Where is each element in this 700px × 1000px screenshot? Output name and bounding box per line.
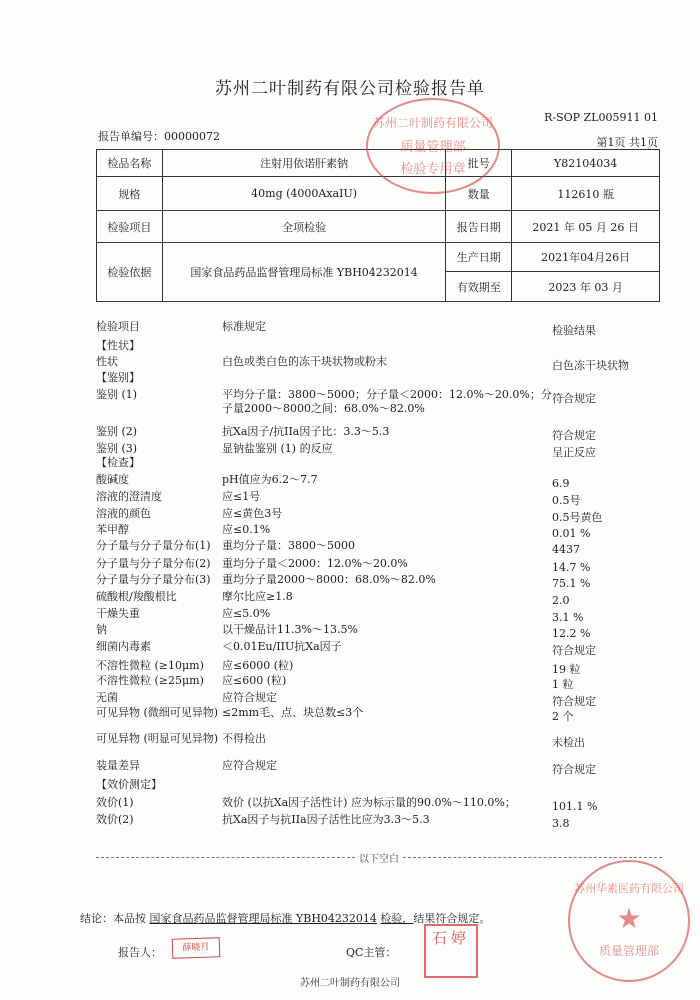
table-row — [0, 425, 700, 442]
qc-stamp: 石婷 — [424, 924, 478, 978]
row-item: 鉴别 (3) — [96, 442, 138, 455]
table-row — [0, 691, 700, 708]
row-item: 性状 — [96, 355, 118, 368]
row-item: 不溶性微粒 (≥25μm) — [96, 674, 204, 687]
row-standard: 应≤5.0% — [222, 607, 271, 620]
row-result: 12.2 % — [552, 627, 591, 640]
conclusion-standard: 国家食品药品监督管理局标准 YBH04232014 — [149, 912, 377, 925]
row-result: 101.1 % — [552, 800, 598, 813]
row-item: 硫酸根/羧酸根比 — [96, 590, 177, 603]
item-label: 检验项目 — [97, 211, 163, 243]
product-name-label: 检品名称 — [97, 150, 163, 177]
row-item: 效价(1) — [96, 796, 134, 809]
row-item: 【性状】 — [96, 339, 140, 352]
spec-label: 规格 — [97, 177, 163, 211]
conclusion-prefix: 结论：本品按 — [80, 912, 146, 925]
qty-value: 112610 瓶 — [512, 177, 660, 211]
row-result: 0.5号 — [552, 494, 581, 507]
table-row — [0, 339, 700, 353]
row-standard: 重均分子量2000～8000：68.0%～82.0% — [222, 573, 436, 586]
report-title: 苏州二叶制药有限公司检验报告单 — [215, 79, 485, 99]
row-result: 75.1 % — [552, 577, 591, 590]
exp-label: 有效期至 — [446, 272, 512, 302]
row-result: 2 个 — [552, 710, 574, 723]
row-standard: 应≤6000 (粒) — [222, 659, 294, 672]
table-row — [0, 456, 700, 470]
row-result: 符合规定 — [552, 429, 596, 442]
row-result: 1 粒 — [552, 678, 574, 691]
row-result: 3.8 — [552, 817, 570, 830]
row-standard: 应≤600 (粒) — [222, 674, 287, 687]
page-info: 第1页 共1页 — [596, 136, 658, 149]
row-standard: 应符合规定 — [222, 691, 277, 704]
results-header-row — [0, 320, 700, 337]
row-standard: 抗Xa因子与抗IIa因子活性比应为3.3～5.3 — [222, 813, 430, 826]
row-result: 符合规定 — [552, 763, 596, 776]
row-item: 钠 — [96, 623, 107, 636]
table-row — [0, 674, 700, 691]
table-row — [0, 778, 700, 792]
reporter-signature: 薛晓月 — [172, 937, 221, 959]
basis-label: 检验依据 — [97, 243, 163, 302]
row-result: 14.7 % — [552, 561, 591, 574]
table-row — [0, 355, 700, 372]
row-standard: 显钠盐鉴别 (1) 的反应 — [222, 442, 333, 455]
table-row — [0, 659, 700, 676]
row-result: 3.1 % — [552, 611, 584, 624]
row-item: 鉴别 (1) — [96, 388, 138, 401]
table-row — [0, 813, 700, 830]
row-item: 分子量与分子量分布(1) — [96, 539, 211, 552]
row-result: 19 粒 — [552, 663, 581, 676]
row-standard: 不得检出 — [222, 732, 266, 745]
row-result: 4437 — [552, 543, 580, 556]
row-standard: 抗Xa因子/抗IIa因子比：3.3～5.3 — [222, 425, 390, 438]
table-row — [0, 623, 700, 640]
table-row — [0, 573, 700, 590]
table-row — [0, 490, 700, 507]
row-result: 符合规定 — [552, 392, 596, 405]
row-item: 可见异物 (微细可见异物) — [96, 706, 219, 719]
table-row — [0, 759, 700, 776]
reporter-label: 报告人： — [118, 946, 162, 959]
department-stamp: 苏州二叶制药有限公司 质量管理部 检验专用章 — [366, 98, 500, 194]
table-row — [0, 796, 700, 813]
table-row — [0, 507, 700, 524]
row-result: 0.01 % — [552, 527, 591, 540]
report-number: 报告单编号：00000072 — [98, 130, 220, 143]
row-standard: 效价 (以抗Xa因子活性计) 应为标示量的90.0%～110.0%； — [222, 796, 516, 809]
company-stamp: 苏州华素医药有限公司 ★ 质量管理部 — [568, 860, 690, 982]
row-item: 分子量与分子量分布(3) — [96, 573, 211, 586]
table-row — [0, 442, 700, 459]
footer: 苏州二叶制药有限公司 — [300, 978, 400, 989]
row-result: 符合规定 — [552, 695, 596, 708]
row-standard: 应≤黄色3号 — [222, 507, 283, 520]
col-item-header: 检验项目 — [96, 320, 140, 333]
row-item: 溶液的澄清度 — [96, 490, 162, 503]
row-item: 溶液的颜色 — [96, 507, 151, 520]
product-name: 注射用依诺肝素钠 — [162, 150, 445, 177]
row-result: 符合规定 — [552, 644, 596, 657]
row-standard: 重均分子量：3800～5000 — [222, 539, 355, 552]
table-row — [0, 523, 700, 540]
row-item: 可见异物 (明显可见异物) — [96, 732, 219, 745]
table-row — [0, 640, 700, 657]
row-standard: 以干燥品计11.3%～13.5% — [222, 623, 358, 636]
row-item: 【效价测定】 — [96, 778, 162, 791]
mfg-date-value: 2021年04月26日 — [512, 243, 660, 272]
star-icon: ★ — [616, 902, 642, 935]
document-code: R-SOP ZL005911 01 — [544, 111, 658, 124]
row-item: 装量差异 — [96, 759, 140, 772]
conclusion-mid: 检验， — [380, 912, 414, 925]
table-row — [0, 539, 700, 556]
row-standard: 摩尔比应≥1.8 — [222, 590, 293, 603]
row-standard: ≤2mm毛、点、块总数≤3个 — [222, 706, 364, 719]
spec-value: 40mg (4000AxaIU) — [162, 177, 445, 211]
row-item: 【鉴别】 — [96, 371, 140, 384]
col-standard-header: 标准规定 — [222, 320, 266, 333]
batch-label: 批号 — [446, 150, 512, 177]
blank-note: 以下空白 — [359, 854, 399, 865]
row-standard: 白色或类白色的冻干块状物或粉末 — [222, 355, 387, 368]
row-item: 酸碱度 — [96, 473, 129, 486]
row-standard: 应符合规定 — [222, 759, 277, 772]
row-item: 分子量与分子量分布(2) — [96, 557, 211, 570]
row-item: 苯甲醇 — [96, 523, 129, 536]
qc-label: QC主管： — [346, 946, 397, 959]
row-result: 0.5号黄色 — [552, 511, 603, 524]
table-row — [0, 590, 700, 607]
col-result-header: 检验结果 — [552, 324, 596, 337]
blank-separator — [96, 850, 662, 865]
row-result: 白色冻干块状物 — [552, 359, 629, 372]
table-row — [0, 706, 700, 723]
row-standard: ＜0.01Eu/IIU抗Xa因子 — [222, 640, 342, 653]
row-item: 不溶性微粒 (≥10μm) — [96, 659, 204, 672]
row-item: 干燥失重 — [96, 607, 140, 620]
exp-value: 2023 年 03 月 — [512, 272, 660, 302]
batch-value: Y82104034 — [512, 150, 660, 177]
row-item: 细菌内毒素 — [96, 640, 151, 653]
mfg-date-label: 生产日期 — [446, 243, 512, 272]
row-result: 呈正反应 — [552, 446, 596, 459]
table-row — [0, 607, 700, 624]
table-row — [0, 473, 700, 490]
report-date-label: 报告日期 — [446, 211, 512, 243]
item-value: 全项检验 — [162, 211, 445, 243]
row-standard: 重均分子量＜2000：12.0%～20.0% — [222, 557, 408, 570]
basis-value: 国家食品药品监督管理局标准 YBH04232014 — [162, 243, 445, 302]
table-row — [0, 557, 700, 574]
row-result: 2.0 — [552, 594, 570, 607]
table-row — [0, 732, 700, 749]
row-result: 6.9 — [552, 477, 570, 490]
conclusion-result: 结果符合规定。 — [413, 912, 491, 925]
qty-label: 数量 — [446, 177, 512, 211]
row-standard: 应≤1号 — [222, 490, 261, 503]
row-item: 无菌 — [96, 691, 118, 704]
row-item: 效价(2) — [96, 813, 134, 826]
row-standard: pH值应为6.2～7.7 — [222, 473, 318, 486]
report-date-value: 2021 年 05 月 26 日 — [512, 211, 660, 243]
row-item: 鉴别 (2) — [96, 425, 138, 438]
row-item: 【检查】 — [96, 456, 140, 469]
row-standard: 平均分子量：3800～5000；分子量＜2000：12.0%～20.0%；分子量2000～8000之间：68.0%～82.0% — [222, 388, 552, 415]
row-result: 未检出 — [552, 736, 585, 749]
row-standard: 应≤0.1% — [222, 523, 271, 536]
table-row — [0, 371, 700, 385]
table-row — [0, 388, 700, 415]
